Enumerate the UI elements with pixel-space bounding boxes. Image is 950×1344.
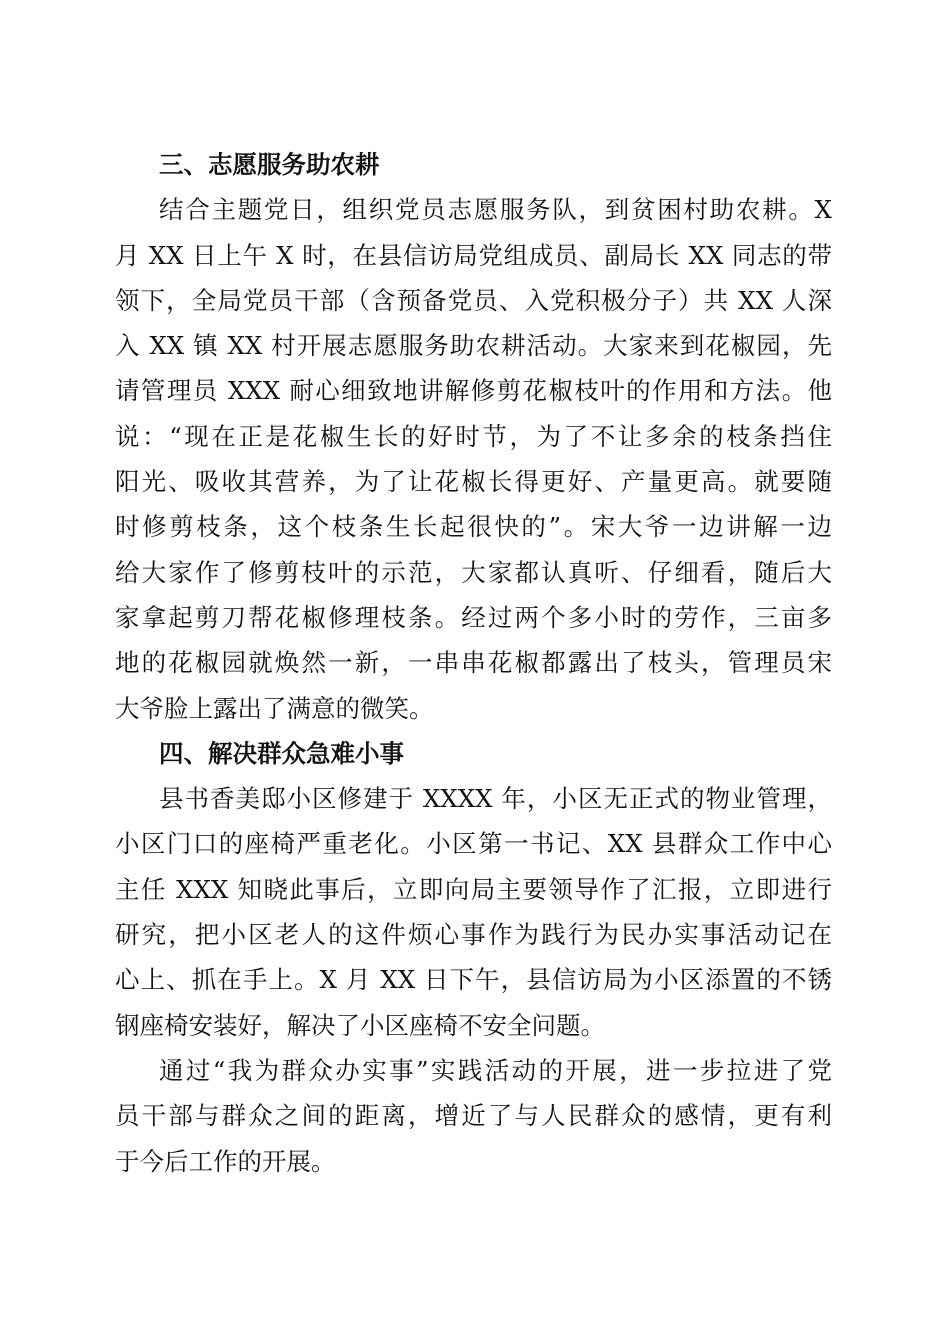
paragraph-line: 大爷脸上露出了满意的微笑。 <box>115 693 434 723</box>
paragraph-line: 于今后工作的开展。 <box>115 1146 336 1176</box>
paragraph-line: 入 XX 镇 XX 村开展志愿服务助农耕活动。大家来到花椒园，先 <box>115 331 832 361</box>
paragraph-line: 领下，全局党员干部（含预备党员、入党积极分子）共 XX 人深 <box>115 285 832 315</box>
paragraph-line: 阳光、吸收其营养，为了让花椒长得更好、产量更高。就要随 <box>115 467 832 497</box>
paragraph-line: 给大家作了修剪枝叶的示范，大家都认真听、仔细看，随后大 <box>115 557 832 587</box>
paragraph-line: 通过“我为群众办实事”实践活动的开展，进一步拉进了党 <box>159 1055 832 1085</box>
paragraph-line: 主任 XXX 知晓此事后，立即向局主要领导作了汇报，立即进行 <box>115 874 832 904</box>
paragraph-line: 研究，把小区老人的这件烦心事作为践行为民办实事活动记在 <box>115 920 832 950</box>
section-heading-4: 四、解决群众急难小事 <box>159 738 404 768</box>
paragraph-line: 请管理员 XXX 耐心细致地讲解修剪花椒枝叶的作用和方法。他 <box>115 376 832 406</box>
paragraph-line: 钢座椅安装好，解决了小区座椅不安全问题。 <box>115 1010 605 1040</box>
paragraph-conclusion <box>115 1048 832 1184</box>
section-heading-3: 三、志愿服务助农耕 <box>159 150 380 179</box>
paragraph-line: 说：“现在正是花椒生长的好时节，为了不让多余的枝条挡住 <box>115 421 832 451</box>
paragraph-line: 地的花椒园就焕然一新，一串串花椒都露出了枝头，管理员宋 <box>115 648 832 678</box>
paragraph-line: 心上、抓在手上。X 月 XX 日下午，县信访局为小区添置的不锈 <box>115 965 832 995</box>
paragraph-line: 月 XX 日上午 X 时，在县信访局党组成员、副局长 XX 同志的带 <box>115 240 832 270</box>
paragraph-line: 县书香美邸小区修建于 XXXX 年，小区无正式的物业管理， <box>159 784 832 814</box>
paragraph-community-chairs <box>115 776 832 1048</box>
paragraph-line: 结合主题党日，组织党员志愿服务队，到贫困村助农耕。X <box>159 195 832 225</box>
paragraph-line: 小区门口的座椅严重老化。小区第一书记、XX 县群众工作中心 <box>115 829 832 859</box>
paragraph-line: 时修剪枝条，这个枝条生长起很快的”。宋大爷一边讲解一边 <box>115 512 832 542</box>
paragraph-volunteer-farming <box>115 187 832 731</box>
paragraph-line: 家拿起剪刀帮花椒修理枝条。经过两个多小时的劳作，三亩多 <box>115 602 832 632</box>
document-body <box>115 142 832 1184</box>
paragraph-line: 员干部与群众之间的距离，增近了与人民群众的感情，更有利 <box>115 1101 832 1131</box>
